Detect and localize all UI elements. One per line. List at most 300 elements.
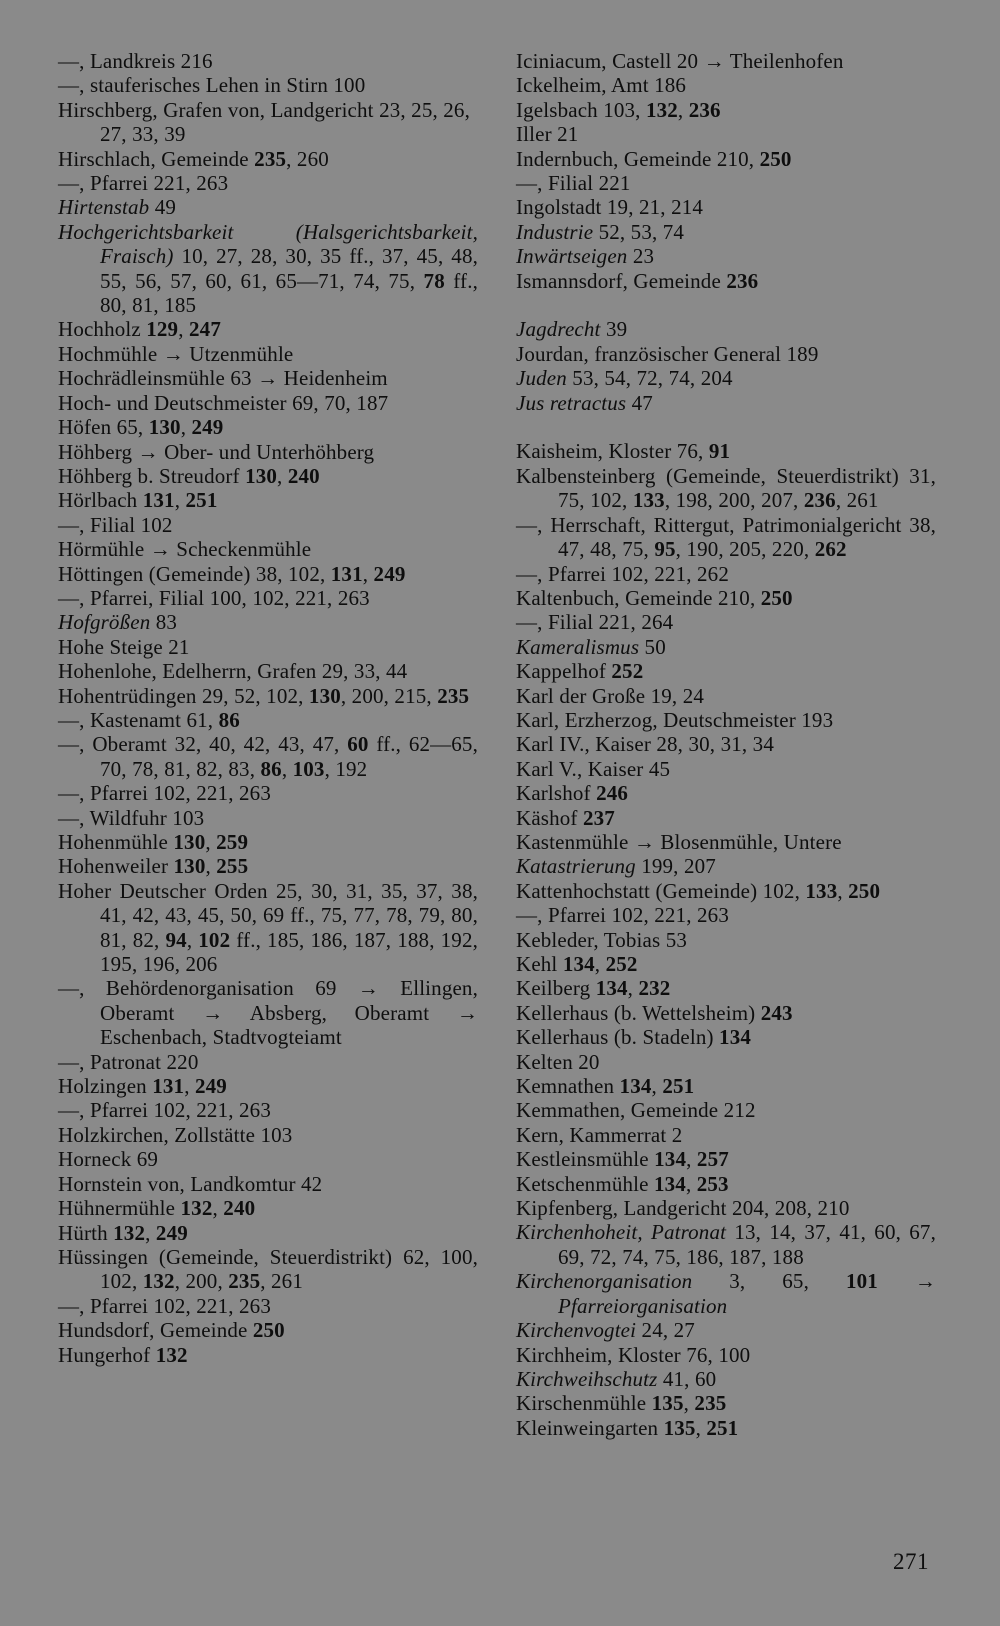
- index-entry: [516, 1220, 936, 1269]
- index-text: ,: [184, 1074, 195, 1099]
- index-entry: [58, 1123, 478, 1147]
- page-reference-bold: 250: [760, 585, 793, 610]
- index-text: Kattenhochstatt (Gemeinde) 102,: [516, 878, 806, 903]
- page-reference-bold: 235: [437, 683, 470, 708]
- page-reference-bold: 249: [155, 1220, 188, 1245]
- index-entry: [58, 854, 478, 878]
- index-entry: [58, 879, 478, 977]
- index-entry: [58, 1074, 478, 1098]
- page-reference-bold: 236: [726, 268, 759, 293]
- page-reference-bold: 132: [180, 1196, 213, 1221]
- index-text: —, Kastenamt 61,: [58, 707, 219, 732]
- index-text: Kehl: [516, 952, 563, 976]
- index-text: Kellerhaus (b. Wettelsheim): [516, 1000, 761, 1025]
- index-entry: [58, 586, 478, 610]
- index-entry: [516, 244, 936, 268]
- page-reference-bold: 247: [189, 317, 221, 342]
- index-text: Hohentrüdingen 29, 52, 102,: [58, 683, 309, 708]
- index-term-italic: Hofgrößen: [58, 610, 151, 635]
- page-reference-bold: 134: [619, 1074, 652, 1099]
- page-reference-bold: 257: [696, 1147, 729, 1172]
- index-term-italic: Kirchenhoheit, Patronat: [516, 1220, 727, 1245]
- index-entry: [516, 1123, 936, 1147]
- index-text: —, Pfarrei 102, 221, 262: [516, 561, 729, 586]
- page-reference-bold: 130: [148, 415, 181, 440]
- index-entry: [516, 708, 936, 732]
- index-text: Keilberg: [516, 976, 596, 1001]
- index-text: Höttingen (Gemeinde) 38, 102,: [58, 561, 331, 586]
- index-text: Karl V., Kaiser 45: [516, 756, 671, 781]
- index-text: Kleinweingarten: [516, 1415, 664, 1440]
- page-reference-bold: 130: [173, 854, 206, 879]
- index-entry: [516, 684, 936, 708]
- index-entry: [58, 220, 478, 318]
- index-text: ,: [277, 463, 288, 488]
- page-reference-bold: 251: [185, 488, 218, 513]
- page-reference-bold: 134: [719, 1025, 751, 1050]
- index-entry: [58, 708, 478, 732]
- page-reference-bold: 131: [330, 561, 363, 586]
- index-entry: [516, 98, 936, 122]
- page-reference-bold: 251: [706, 1415, 739, 1440]
- index-entry: [58, 1245, 478, 1294]
- page-reference-bold: 236: [688, 97, 721, 122]
- index-entry: [58, 732, 478, 781]
- index-entry: [58, 73, 478, 97]
- index-text: Ingolstadt 19, 21, 214: [516, 195, 704, 220]
- index-entry: [516, 610, 936, 634]
- index-entry: [58, 1318, 478, 1342]
- index-column-right: [516, 49, 936, 1440]
- index-entry: [58, 781, 478, 805]
- page-reference-bold: 133: [805, 878, 838, 903]
- index-text: Iciniacum, Castell 20 → Theilenhofen: [516, 49, 844, 73]
- index-entry: [58, 1294, 478, 1318]
- page-reference-bold: 249: [195, 1074, 227, 1099]
- index-text: ,: [677, 97, 689, 122]
- index-entry: [58, 391, 478, 415]
- index-text: ,: [594, 952, 606, 976]
- index-entry: [58, 1050, 478, 1074]
- index-text: , 261: [835, 488, 879, 513]
- index-entry: [516, 903, 936, 927]
- index-text: ,: [281, 756, 293, 781]
- index-entry: [516, 391, 936, 415]
- page-reference-bold: 250: [252, 1318, 285, 1343]
- index-entry: [516, 147, 936, 171]
- page-reference-bold: 134: [653, 1171, 686, 1196]
- index-text: 23: [627, 244, 655, 269]
- index-entry: [516, 1098, 936, 1122]
- index-term-italic: Inwärtseigen: [516, 244, 628, 269]
- index-text: Horneck 69: [58, 1147, 159, 1172]
- page-reference-bold: 235: [694, 1391, 727, 1416]
- page-reference-bold: 235: [254, 146, 287, 171]
- index-term-italic: Kirchweihschutz: [516, 1366, 658, 1391]
- index-term-italic: Jus retractus: [516, 390, 627, 415]
- index-entry: [516, 195, 936, 219]
- index-entry: [516, 659, 936, 683]
- index-text: —, Filial 221: [516, 171, 631, 196]
- index-entry: [516, 464, 936, 513]
- index-text: Indernbuch, Gemeinde 210,: [516, 146, 760, 171]
- index-entry: [516, 732, 936, 756]
- index-text: —, Landkreis 216: [58, 49, 213, 73]
- page-reference-bold: 135: [651, 1391, 684, 1416]
- page-reference-bold: 249: [373, 561, 406, 586]
- index-text: 41, 60: [657, 1366, 717, 1391]
- index-text: , 260: [286, 146, 329, 171]
- page-reference-bold: 103: [292, 756, 325, 781]
- index-entry: [516, 269, 936, 293]
- page-reference-bold: 60: [347, 732, 369, 757]
- index-text: Hirschlach, Gemeinde: [58, 146, 255, 171]
- index-text: Höhberg → Ober- und Unterhöhberg: [58, 439, 375, 464]
- index-entry: [516, 220, 936, 244]
- index-text: ff., 80, 81, 185: [100, 268, 479, 318]
- index-term-italic: Kirchenvogtei: [516, 1318, 637, 1343]
- index-text: Karl der Große 19, 24: [516, 683, 705, 708]
- index-entry: [58, 1098, 478, 1122]
- index-text: , 200, 215,: [340, 683, 438, 708]
- index-text: ff., 62—65, 70, 78, 81, 82, 83,: [100, 732, 478, 781]
- index-text: , 192: [324, 756, 368, 781]
- index-entry: [58, 1221, 478, 1245]
- index-entry: [516, 635, 936, 659]
- page-reference-bold: 131: [152, 1074, 185, 1099]
- page-reference-bold: 134: [562, 952, 595, 976]
- index-text: Kastenmühle → Blosenmühle, Untere: [516, 829, 842, 854]
- index-text: Hoher Deutscher Orden 25, 30, 31, 35, 37, 38, 41, 42, 43, 45, 50, 69 ff., 75, 77, 78, 79, 80, 81, 82,: [58, 878, 478, 952]
- index-text: ,: [212, 1196, 224, 1221]
- index-text: Holzingen: [58, 1074, 153, 1099]
- index-text: Hörmühle → Scheckenmühle: [58, 537, 312, 562]
- index-entry: [58, 1147, 478, 1171]
- index-entry: [58, 537, 478, 561]
- index-text: Käshof: [516, 805, 583, 830]
- index-entry: [516, 317, 936, 341]
- index-text: Hohenlohe, Edelherrn, Grafen 29, 33, 44: [58, 659, 408, 684]
- index-text: Jourdan, französischer General 189: [516, 341, 819, 366]
- page-reference-bold: 135: [663, 1415, 696, 1440]
- index-text: Kestleinsmühle: [516, 1147, 655, 1172]
- page-reference-bold: 130: [308, 683, 341, 708]
- index-entry: [516, 781, 936, 805]
- index-text: —, Wildfuhr 103: [58, 805, 205, 830]
- index-text: Ismannsdorf, Gemeinde: [516, 268, 727, 293]
- index-entry: [58, 464, 478, 488]
- index-entry: [516, 854, 936, 878]
- index-text: 24, 27: [636, 1318, 695, 1343]
- index-text: Kaltenbuch, Gemeinde 210,: [516, 585, 761, 610]
- page-reference-bold: 86: [260, 756, 282, 781]
- index-text: —, Filial 221, 264: [516, 610, 674, 635]
- index-text: Kemnathen: [516, 1074, 620, 1099]
- page-reference-bold: 130: [245, 463, 278, 488]
- index-entry: [516, 1318, 936, 1342]
- index-text: Kellerhaus (b. Stadeln): [516, 1025, 720, 1050]
- index-entry: [58, 317, 478, 341]
- page-reference-bold: 240: [287, 463, 320, 488]
- index-entry: [516, 49, 936, 73]
- index-entry: [58, 488, 478, 512]
- index-text: ,: [362, 561, 374, 586]
- index-entry: [516, 806, 936, 830]
- index-text: ,: [205, 830, 217, 854]
- index-text: Hundsdorf, Gemeinde: [58, 1318, 253, 1343]
- index-entry: [516, 1367, 936, 1391]
- index-entry: [516, 1147, 936, 1171]
- index-text: —, Behördenorganisation 69 → Ellingen, Oberamt → Absberg, Oberamt → Eschenbach, Stadtvogteiamt: [58, 976, 478, 1050]
- index-entry: [516, 1269, 936, 1318]
- index-text: —, Herrschaft, Rittergut, Patrimonialgericht 38, 47, 48, 75,: [516, 512, 936, 562]
- index-text: ,: [683, 1391, 695, 1416]
- index-text: Kipfenberg, Landgericht 204, 208, 210: [516, 1196, 850, 1221]
- page-reference-bold: 255: [216, 854, 249, 879]
- page-reference-bold: 133: [632, 488, 665, 513]
- page-reference-bold: 250: [759, 146, 792, 171]
- index-entry: [58, 366, 478, 390]
- index-text: , 190, 205, 220,: [675, 537, 815, 562]
- index-entry: [516, 757, 936, 781]
- index-entry: [516, 928, 936, 952]
- index-text: ,: [685, 1171, 697, 1196]
- index-text: Hirschberg, Grafen von, Landgericht 23, 25, 26, 27, 33, 39: [58, 97, 470, 147]
- index-term-italic: Kirchenorganisation: [516, 1269, 693, 1294]
- index-text: Iller 21: [516, 122, 579, 147]
- index-entry: [58, 1172, 478, 1196]
- page-reference-bold: 253: [696, 1171, 729, 1196]
- page-reference-bold: 102: [198, 927, 231, 952]
- index-text: Karlshof: [516, 781, 597, 806]
- index-text: —, Pfarrei 102, 221, 263: [58, 1098, 271, 1123]
- index-text: Hüssingen (Gemeinde, Steuerdistrikt) 62, 100, 102,: [58, 1244, 478, 1294]
- index-entry: [516, 1074, 936, 1098]
- page-reference-bold: 78: [423, 268, 445, 293]
- index-text: Kebleder, Tobias 53: [516, 927, 688, 952]
- index-text: Hoch- und Deutschmeister 69, 70, 187: [58, 390, 389, 415]
- page-reference-bold: 252: [605, 952, 638, 976]
- index-text: Hürth: [58, 1220, 114, 1245]
- index-text: Hochrädleinsmühle 63 → Heidenheim: [58, 366, 388, 391]
- index-entry: [516, 439, 936, 463]
- index-entry: [58, 659, 478, 683]
- page-reference-bold: 134: [654, 1147, 687, 1172]
- index-text: Kalbensteinberg (Gemeinde, Steuerdistrikt) 31, 75, 102,: [516, 463, 936, 513]
- index-entry: [516, 976, 936, 1000]
- page-reference-bold: 131: [142, 488, 175, 513]
- page-reference-bold: 237: [582, 805, 615, 830]
- index-text: Kaisheim, Kloster 76,: [516, 439, 709, 464]
- index-entry: [58, 147, 478, 171]
- page-reference-bold: 250: [848, 878, 881, 903]
- index-text: Hohe Steige 21: [58, 634, 190, 659]
- index-entry: [516, 879, 936, 903]
- index-text: —, Patronat 220: [58, 1049, 199, 1074]
- index-text: 52, 53, 74: [593, 219, 685, 244]
- index-entry: [58, 1343, 478, 1367]
- index-text: Hörlbach: [58, 488, 143, 513]
- index-text: ,: [145, 1220, 156, 1245]
- page-reference-bold: 130: [173, 830, 206, 854]
- index-entry: [58, 513, 478, 537]
- index-entry: [516, 122, 936, 146]
- index-entry: [58, 562, 478, 586]
- page-reference-bold: 95: [654, 537, 676, 562]
- index-entry: [58, 415, 478, 439]
- index-text: Hornstein von, Landkomtur 42: [58, 1171, 323, 1196]
- index-text: Hochmühle → Utzenmühle: [58, 341, 294, 366]
- index-entry: [516, 1343, 936, 1367]
- index-term-italic: Jagdrecht: [516, 317, 601, 342]
- index-text: →: [877, 1269, 936, 1294]
- index-text: Hühnermühle: [58, 1196, 181, 1221]
- index-entry: [58, 976, 478, 1049]
- index-text: Kelten 20: [516, 1049, 600, 1074]
- index-text: ,: [695, 1415, 707, 1440]
- index-entry: [516, 1391, 936, 1415]
- index-text: , 200,: [174, 1269, 229, 1294]
- index-text: ,: [186, 927, 199, 952]
- index-entry: [516, 1416, 936, 1440]
- index-entry: [516, 1196, 936, 1220]
- index-entry: [58, 49, 478, 73]
- index-entry: [58, 610, 478, 634]
- index-entry: [516, 73, 936, 97]
- index-entry: [58, 830, 478, 854]
- index-entry: [516, 366, 936, 390]
- index-entry: [516, 1172, 936, 1196]
- index-entry: [516, 830, 936, 854]
- page-reference-bold: 132: [142, 1269, 175, 1294]
- index-text: ,: [180, 415, 192, 440]
- page-reference-bold: 249: [191, 415, 224, 440]
- index-column-left: [58, 49, 478, 1367]
- index-text: Kappelhof: [516, 659, 612, 684]
- page-reference-bold: 232: [638, 976, 671, 1001]
- index-text: Kemmathen, Gemeinde 212: [516, 1098, 756, 1123]
- index-entry: [516, 1025, 936, 1049]
- index-entry: [516, 342, 936, 366]
- index-text: 199, 207: [635, 854, 716, 879]
- index-entry: [58, 171, 478, 195]
- page-reference-bold: 132: [113, 1220, 146, 1245]
- index-entry: [58, 635, 478, 659]
- index-text: ,: [627, 976, 639, 1001]
- page-reference-bold: 101: [845, 1269, 878, 1294]
- index-text: Ickelheim, Amt 186: [516, 73, 687, 98]
- index-entry: [58, 195, 478, 219]
- page-reference-bold: 134: [595, 976, 628, 1001]
- index-entry: [58, 806, 478, 830]
- index-term-italic: Pfarreiorganisation: [558, 1293, 728, 1318]
- page-reference-bold: 259: [216, 830, 249, 854]
- index-term-italic: Juden: [516, 366, 567, 391]
- page-number: 271: [893, 1549, 929, 1574]
- index-text: Igelsbach 103,: [516, 97, 646, 122]
- index-text: Kern, Kammerrat 2: [516, 1122, 683, 1147]
- index-text: Höfen 65,: [58, 415, 149, 440]
- index-text: —, stauferisches Lehen in Stirn 100: [58, 73, 366, 98]
- index-text: Holzkirchen, Zollstätte 103: [58, 1122, 293, 1147]
- index-text: 53, 54, 72, 74, 204: [566, 366, 733, 391]
- index-text: —, Filial 102: [58, 512, 173, 537]
- index-term-italic: Kameralismus: [516, 634, 640, 659]
- index-entry: [516, 952, 936, 976]
- index-entry: [58, 440, 478, 464]
- index-text: —, Pfarrei 221, 263: [58, 171, 229, 196]
- index-text: Kirchheim, Kloster 76, 100: [516, 1342, 751, 1367]
- index-text: 13, 14, 37, 41, 60, 67, 69, 72, 74, 75, 186, 187, 188: [558, 1220, 936, 1269]
- index-entry: [58, 1196, 478, 1220]
- page-reference-bold: 252: [611, 659, 644, 684]
- index-text: 47: [626, 390, 653, 415]
- index-text: Höhberg b. Streudorf: [58, 463, 246, 488]
- index-term-italic: Industrie: [516, 219, 594, 244]
- index-text: Kirschenmühle: [516, 1391, 652, 1416]
- index-term-italic: Hochgerichtsbarkeit (Halsgerichtsbarkeit, Fraisch): [58, 219, 478, 269]
- index-entry: [58, 684, 478, 708]
- index-text: 83: [150, 610, 178, 635]
- index-text: Hohenmühle: [58, 830, 174, 854]
- index-text: —, Pfarrei 102, 221, 263: [58, 1293, 271, 1318]
- index-text: —, Oberamt 32, 40, 42, 43, 47,: [58, 732, 348, 757]
- page-reference-bold: 246: [596, 781, 629, 806]
- index-entry: [516, 1001, 936, 1025]
- index-text: ,: [174, 488, 186, 513]
- page-reference-bold: 235: [228, 1269, 261, 1294]
- index-text: , 198, 200, 207,: [664, 488, 804, 513]
- index-entry: [58, 98, 478, 147]
- index-entry: [516, 562, 936, 586]
- index-text: , 261: [260, 1269, 303, 1294]
- index-text: —, Pfarrei 102, 221, 263: [58, 781, 271, 806]
- index-text: 49: [149, 195, 177, 220]
- index-text: Hungerhof: [58, 1342, 156, 1367]
- index-text: 50: [639, 634, 666, 659]
- index-text: Karl, Erzherzog, Deutschmeister 193: [516, 707, 834, 732]
- index-text: ,: [178, 317, 190, 342]
- page-reference-bold: 132: [645, 97, 678, 122]
- index-entry: [58, 342, 478, 366]
- page-reference-bold: 243: [760, 1000, 793, 1025]
- index-text: ,: [686, 1147, 697, 1172]
- index-term-italic: Katastrierung: [516, 854, 636, 879]
- index-text: —, Pfarrei, Filial 100, 102, 221, 263: [58, 585, 370, 610]
- page-reference-bold: 132: [155, 1342, 188, 1367]
- page-reference-bold: 94: [165, 927, 187, 952]
- index-text: 10, 27, 28, 30, 35 ff., 37, 45, 48, 55, 56, 57, 60, 61, 65—71, 74, 75,: [100, 244, 478, 293]
- index-text: ,: [205, 854, 217, 879]
- index-entry: [516, 171, 936, 195]
- index-text: Hohenweiler: [58, 854, 174, 879]
- index-entry: [516, 586, 936, 610]
- page-reference-bold: 251: [662, 1074, 695, 1099]
- index-text: —, Pfarrei 102, 221, 263: [516, 903, 729, 928]
- index-text: ,: [837, 878, 849, 903]
- page-reference-bold: 129: [146, 317, 179, 342]
- index-text: Ketschenmühle: [516, 1171, 654, 1196]
- page-reference-bold: 91: [708, 439, 731, 464]
- index-entry: [516, 513, 936, 562]
- index-text: ff., 185, 186, 187, 188, 192, 195, 196, 206: [100, 927, 478, 977]
- page-reference-bold: 86: [218, 707, 240, 732]
- index-text: 3, 65,: [692, 1269, 846, 1294]
- index-term-italic: Hirtenstab: [58, 195, 150, 220]
- index-entry: [516, 1050, 936, 1074]
- page-reference-bold: 262: [814, 537, 847, 562]
- page-reference-bold: 236: [803, 488, 836, 513]
